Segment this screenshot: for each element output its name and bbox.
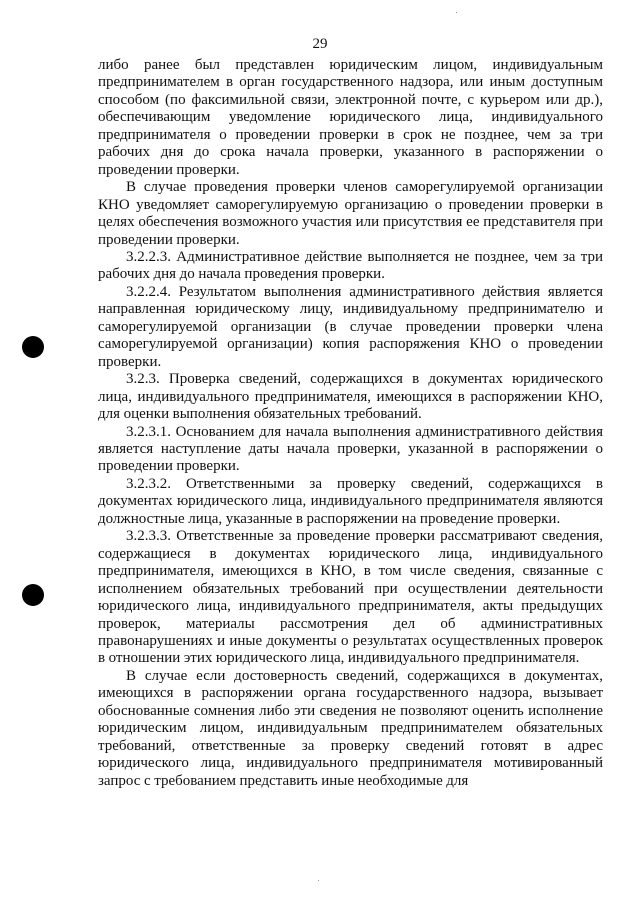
scan-speck [456, 12, 457, 13]
punch-hole-upper [22, 336, 44, 358]
paragraph-3-2-3-1: 3.2.3.1. Основанием для начала выполнения административного действия является наступление даты начала проверки, указанной в распоряжении о проведении проверки. [98, 423, 603, 475]
page-number: 29 [312, 36, 328, 52]
paragraph-sro-notification: В случае проведения проверки членов саморегулируемой организации КНО уведомляет саморегулируемую организацию о проведении проверки в целях обеспечения возможного участия или присутствия ее представителя при проведении проверки. [98, 179, 603, 248]
paragraph-3-2-3: 3.2.3. Проверка сведений, содержащихся в документах юридического лица, индивидуального предпринимателя, имеющихся в распоряжении КНО, для оценки выполнения обязательных требований. [98, 371, 603, 423]
paragraph-3-2-2-4: 3.2.2.4. Результатом выполнения административного действия является направленная юридическому лицу, индивидуальному предпринимателю и саморегулируемой организации (в случае проведении проверки члена саморегулируемой организации) копия распоряжения КНО о проведении проверки. [98, 283, 603, 370]
punch-hole-lower [22, 584, 44, 606]
paragraph-continuation: либо ранее был представлен юридическим лицом, индивидуальным предпринимателем в орган государственного надзора, или иным доступным способом (по факсимильной связи, электронной почте, с курьером или др.), обеспечивающим уведомление юридического лица, индивидуального предпринимателя о проведении проверки в срок не позднее, чем за три рабочих дня до срока начала проверки, указанного в распоряжении о проведении проверки. [98, 57, 603, 178]
scan-speck [318, 880, 319, 881]
paragraph-3-2-3-3: 3.2.3.3. Ответственные за проведение проверки рассматривают сведения, содержащиеся в документах юридического лица, индивидуального предпринимателя, имеющихся в КНО, в том числе сведения, связанные с исполнением обязательных требований при осуществлении деятельности юридического лица, индивидуального предпринимателя, акты предыдущих проверок, материалы рассмотрения дел об административных правонарушениях и иные документы о результатах осуществленных проверок в отношении этих юридического лица, индивидуального предпринимателя. [98, 528, 603, 667]
paragraph-reliability-doubts: В случае если достоверность сведений, содержащихся в документах, имеющихся в распоряжении органа государственного надзора, вызывает обоснованные сомнения либо эти сведения не позволяют оценить исполнение юридическим лицом, индивидуальным предпринимателем обязательных требований, ответственные за проверку сведений готовят в адрес юридического лица, индивидуального предпринимателя мотивированный запрос с требованием представить иные необходимые для [98, 667, 603, 789]
paragraph-3-2-3-2: 3.2.3.2. Ответственными за проверку сведений, содержащихся в документах юридического лица, индивидуального предпринимателя являются должностные лица, указанные в распоряжении на проведение проверки. [98, 475, 603, 527]
paragraph-3-2-2-3: 3.2.2.3. Административное действие выполняется не позднее, чем за три рабочих дня до начала проведения проверки. [98, 248, 603, 283]
document-body [98, 57, 603, 790]
